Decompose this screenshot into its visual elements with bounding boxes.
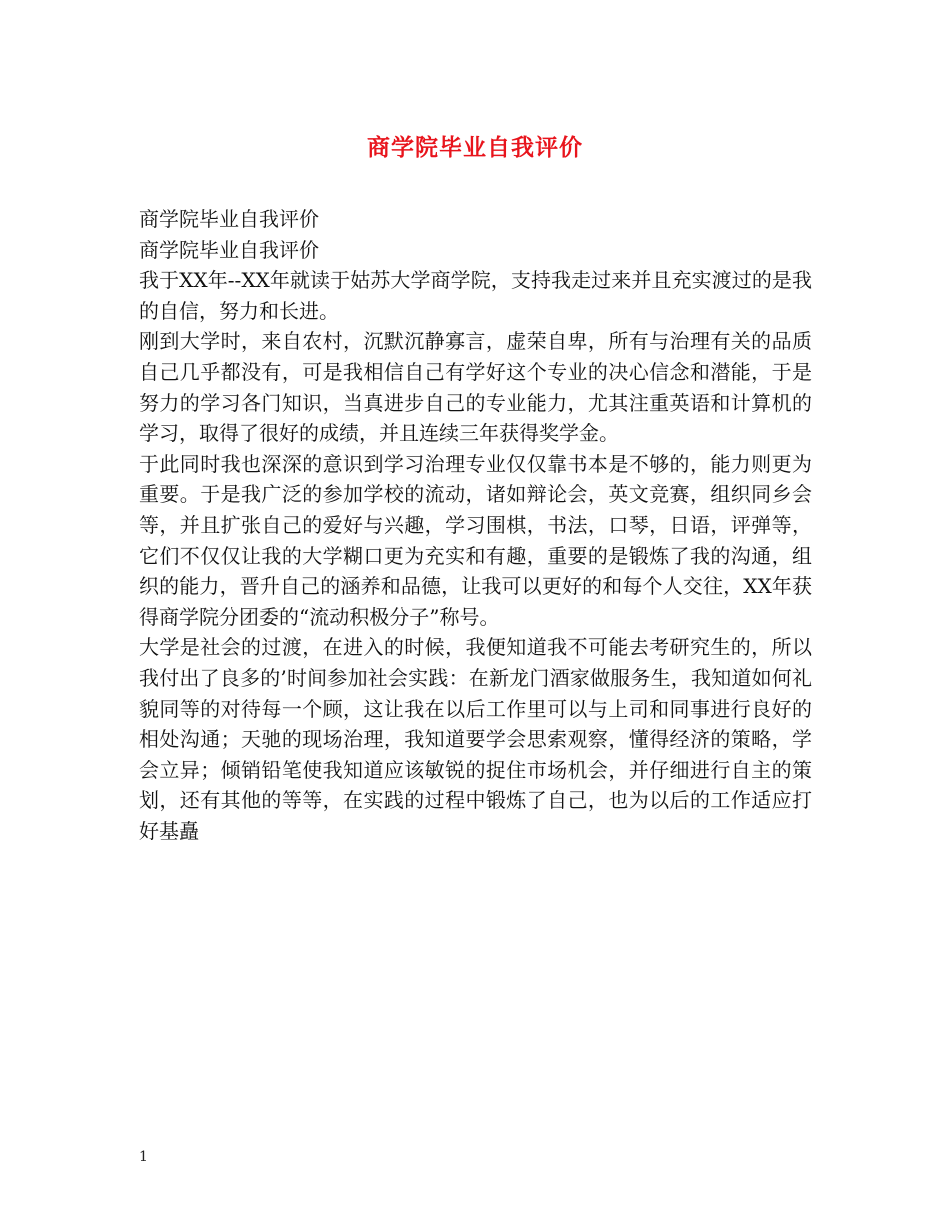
paragraph-subtitle-2: 商学院毕业自我评价 [139, 237, 319, 262]
page-number: 1 [139, 1149, 148, 1165]
document-title: 商学院毕业自我评价 [367, 134, 583, 161]
paragraph-practice: 大学是社会的过渡，在进入的时候，我便知道我不可能去考研究生的，所以我付出了良多的’时间参加社会实践：在新龙门酒家做服务生，我知道如何礼貌同等的对待每一个顾，这让我在以后工作里可以与上司和同事进行良好的相处沟通；天驰的现场治理，我知道要学会思索观察，懂得经济的策略，学会立异；倾销铅笔使我知道应该敏锐的捉住市场机会，并仔细进行自主的策划，还有其他的等等，在实践的过程中锻炼了自己，也为以后的工作适应打好基矗 [139, 635, 812, 843]
document-body [139, 204, 812, 846]
paragraph-activities: 于此同时我也深深的意识到学习治理专业仅仅靠书本是不够的，能力则更为重要。于是我广泛的参加学校的流动，诸如辩论会，英文竞赛，组织同乡会等，并且扩张自己的爱好与兴趣，学习围棋，书法，口琴，日语，评弹等，它们不仅仅让我的大学糊口更为充实和有趣，重要的是锻炼了我的沟通，组织的能力，晋升自己的涵养和品德，让我可以更好的和每个人交往，XX年获得商学院分团委的“流动积极分子”称号。 [139, 451, 812, 629]
paragraph-study: 刚到大学时，来自农村，沉默沉静寡言，虚荣自卑，所有与治理有关的品质自己几乎都没有，可是我相信自己有学好这个专业的决心信念和潜能，于是努力的学习各门知识，当真进步自己的专业能力，尤其注重英语和计算机的学习，取得了很好的成绩，并且连续三年获得奖学金。 [139, 329, 812, 446]
paragraph-intro: 我于XX年--XX年就读于姑苏大学商学院，支持我走过来并且充实渡过的是我的自信，努力和长进。 [139, 268, 812, 323]
paragraph-subtitle-1: 商学院毕业自我评价 [139, 207, 319, 231]
